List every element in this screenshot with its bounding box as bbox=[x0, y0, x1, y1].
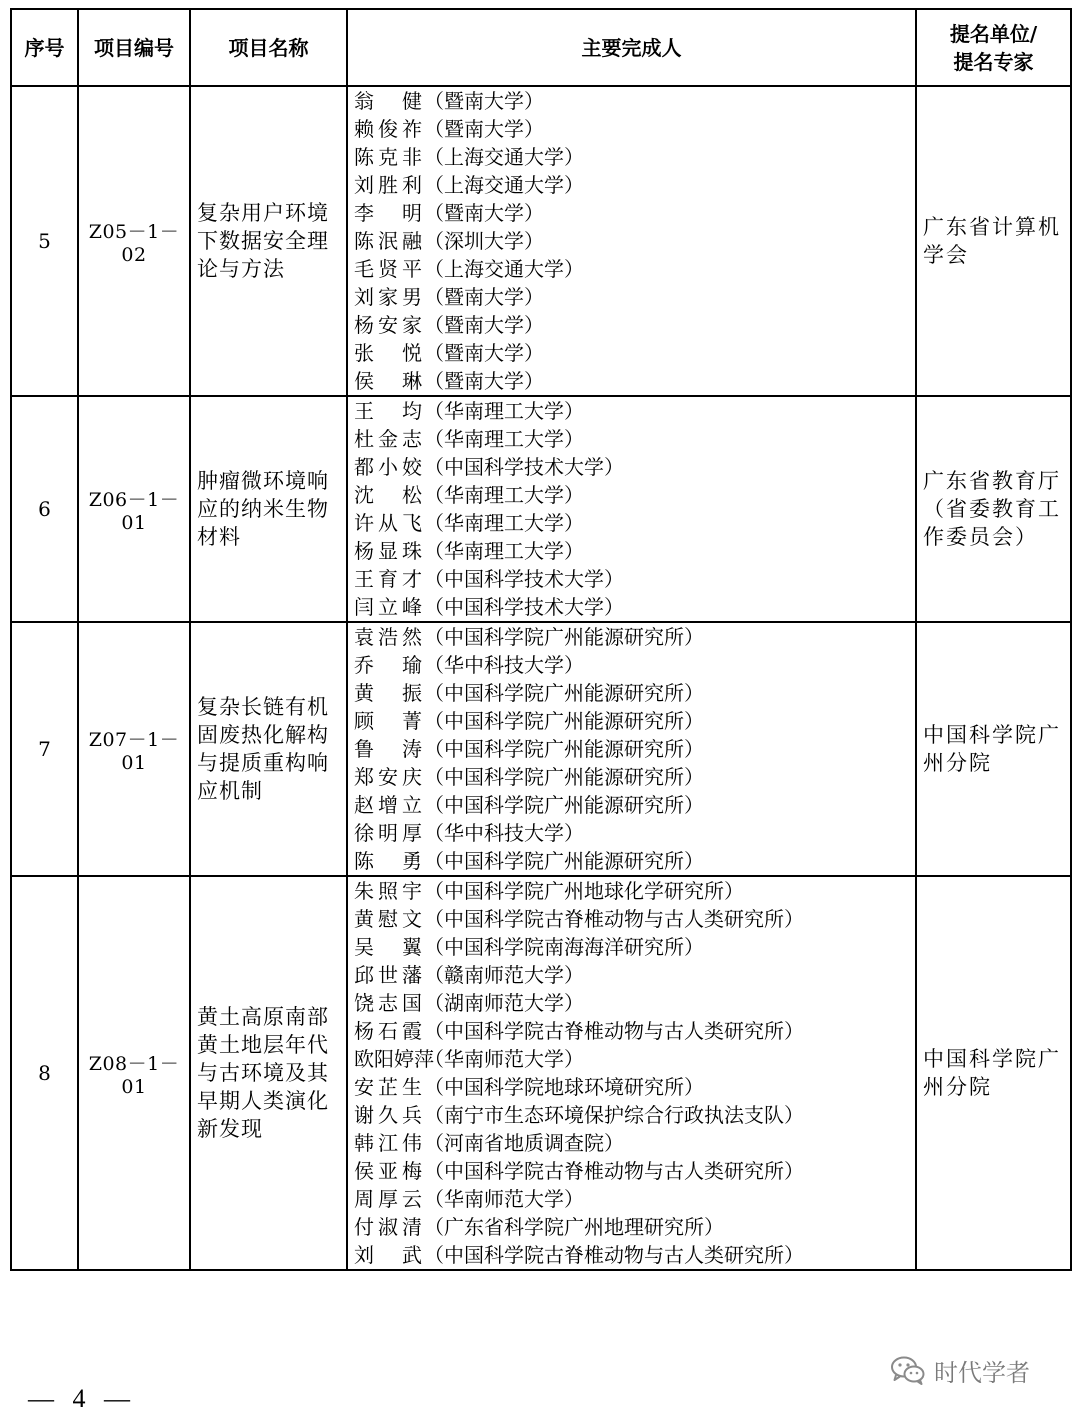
contributor-affiliation: （暨南大学） bbox=[424, 341, 544, 365]
contributor-item bbox=[354, 1045, 909, 1073]
contributor-affiliation: （中国科学院古脊椎动物与古人类研究所） bbox=[424, 1159, 804, 1183]
contributor-item bbox=[354, 367, 909, 395]
contributor-item bbox=[354, 707, 909, 735]
header-nominator: 提名单位/ 提名专家 bbox=[916, 9, 1071, 86]
contributor-item bbox=[354, 397, 909, 425]
project-code: Z06－1－01 bbox=[78, 396, 190, 622]
contributor-name: 邱世藩 bbox=[354, 963, 422, 987]
contributor-affiliation: （暨南大学） bbox=[424, 117, 544, 141]
project-name: 复杂用户环境下数据安全理论与方法 bbox=[190, 86, 347, 396]
header-people: 主要完成人 bbox=[347, 9, 916, 86]
contributor-affiliation: （中国科学院南海海洋研究所） bbox=[424, 935, 704, 959]
contributor-affiliation: （中国科学院广州能源研究所） bbox=[424, 793, 704, 817]
contributor-item bbox=[354, 1213, 909, 1241]
contributor-affiliation: （深圳大学） bbox=[424, 229, 544, 253]
contributor-name: 谢久兵 bbox=[354, 1103, 422, 1127]
row-seq: 8 bbox=[11, 876, 78, 1270]
contributor-name: 安芷生 bbox=[354, 1075, 422, 1099]
contributor-name: 都小姣 bbox=[354, 455, 422, 479]
watermark-brand bbox=[890, 1350, 1030, 1390]
contributor-affiliation: （湖南师范大学） bbox=[424, 991, 584, 1015]
project-name: 黄土高原南部黄土地层年代与古环境及其早期人类演化新发现 bbox=[190, 876, 347, 1270]
contributor-item bbox=[354, 1241, 909, 1269]
contributor-affiliation: （中国科学院广州能源研究所） bbox=[424, 849, 704, 873]
contributor-item bbox=[354, 819, 909, 847]
brand-name: 时代学者 bbox=[934, 1358, 1030, 1387]
contributor-item bbox=[354, 143, 909, 171]
contributor-affiliation: （中国科学院古脊椎动物与古人类研究所） bbox=[424, 907, 804, 931]
contributor-item bbox=[354, 763, 909, 791]
contributor-affiliation: （华南师范大学） bbox=[424, 1187, 584, 1211]
contributor-list bbox=[354, 397, 909, 621]
contributor-item bbox=[354, 199, 909, 227]
contributor-item bbox=[354, 623, 909, 651]
table-row bbox=[11, 622, 1071, 876]
contributor-name: 吴 翼 bbox=[354, 935, 422, 959]
contributor-name: 张 悦 bbox=[354, 341, 422, 365]
contributor-item bbox=[354, 87, 909, 115]
contributor-name: 黄慰文 bbox=[354, 907, 422, 931]
contributor-affiliation: （上海交通大学） bbox=[424, 145, 584, 169]
contributor-name: 陈 勇 bbox=[354, 849, 422, 873]
contributor-item bbox=[354, 791, 909, 819]
contributor-item bbox=[354, 115, 909, 143]
contributor-affiliation: （华南理工大学） bbox=[424, 539, 584, 563]
contributor-affiliation: （河南省地质调查院） bbox=[424, 1131, 624, 1155]
contributor-item bbox=[354, 227, 909, 255]
contributor-name: 乔 瑜 bbox=[354, 653, 422, 677]
project-code: Z05－1－02 bbox=[78, 86, 190, 396]
nominating-unit: 中国科学院广州分院 bbox=[916, 622, 1071, 876]
contributor-item bbox=[354, 1129, 909, 1157]
contributor-name: 欧阳婷萍 bbox=[354, 1047, 434, 1071]
contributor-item bbox=[354, 171, 909, 199]
contributor-item bbox=[354, 425, 909, 453]
contributor-name: 毛贤平 bbox=[354, 257, 422, 281]
contributor-affiliation: （中国科学院广州地球化学研究所） bbox=[424, 879, 744, 903]
contributor-affiliation: （华中科技大学） bbox=[424, 821, 584, 845]
contributor-item bbox=[354, 847, 909, 875]
nominating-unit: 中国科学院广州分院 bbox=[916, 876, 1071, 1270]
contributor-name: 韩江伟 bbox=[354, 1131, 422, 1155]
contributor-affiliation: （中国科学技术大学） bbox=[424, 567, 624, 591]
contributor-affiliation: （赣南师范大学） bbox=[424, 963, 584, 987]
contributor-name: 侯 琳 bbox=[354, 369, 422, 393]
contributor-name: 郑安庆 bbox=[354, 765, 422, 789]
contributor-name: 杨安家 bbox=[354, 313, 422, 337]
contributor-item bbox=[354, 905, 909, 933]
wechat-icon bbox=[890, 1355, 926, 1385]
table-row bbox=[11, 876, 1071, 1270]
project-name: 肿瘤微环境响应的纳米生物材料 bbox=[190, 396, 347, 622]
contributor-affiliation: （上海交通大学） bbox=[424, 173, 584, 197]
contributor-name: 付淑清 bbox=[354, 1215, 422, 1239]
contributor-item bbox=[354, 311, 909, 339]
header-name: 项目名称 bbox=[190, 9, 347, 86]
table-row bbox=[11, 86, 1071, 396]
contributor-affiliation: （暨南大学） bbox=[424, 313, 544, 337]
contributor-name: 翁 健 bbox=[354, 89, 422, 113]
contributor-item bbox=[354, 961, 909, 989]
contributor-item bbox=[354, 933, 909, 961]
main-contributors bbox=[347, 622, 916, 876]
contributor-affiliation: （华南师范大学） bbox=[424, 1047, 584, 1071]
row-seq: 6 bbox=[11, 396, 78, 622]
table-row bbox=[11, 396, 1071, 622]
contributor-name: 顾 菁 bbox=[354, 709, 422, 733]
contributor-name: 周厚云 bbox=[354, 1187, 422, 1211]
contributor-name: 侯亚梅 bbox=[354, 1159, 422, 1183]
contributor-item bbox=[354, 679, 909, 707]
contributor-name: 杨显珠 bbox=[354, 539, 422, 563]
contributor-affiliation: （上海交通大学） bbox=[424, 257, 584, 281]
contributor-item bbox=[354, 1073, 909, 1101]
contributor-affiliation: （中国科学院广州能源研究所） bbox=[424, 681, 704, 705]
contributor-name: 袁浩然 bbox=[354, 625, 422, 649]
contributor-name: 黄 振 bbox=[354, 681, 422, 705]
contributor-name: 徐明厚 bbox=[354, 821, 422, 845]
contributor-name: 朱照宇 bbox=[354, 879, 422, 903]
contributor-affiliation: （中国科学院广州能源研究所） bbox=[424, 765, 704, 789]
nominating-unit: 广东省计算机学会 bbox=[916, 86, 1071, 396]
contributor-affiliation: （中国科学技术大学） bbox=[424, 455, 624, 479]
contributor-affiliation: （中国科学院古脊椎动物与古人类研究所） bbox=[424, 1019, 804, 1043]
contributor-item bbox=[354, 1101, 909, 1129]
contributor-name: 沈 松 bbox=[354, 483, 422, 507]
contributor-item bbox=[354, 1017, 909, 1045]
contributor-list bbox=[354, 877, 909, 1269]
contributor-item bbox=[354, 735, 909, 763]
header-seq: 序号 bbox=[11, 9, 78, 86]
header-code: 项目编号 bbox=[78, 9, 190, 86]
contributor-name: 杜金志 bbox=[354, 427, 422, 451]
contributor-item bbox=[354, 339, 909, 367]
contributor-item bbox=[354, 509, 909, 537]
contributor-item bbox=[354, 1157, 909, 1185]
contributor-affiliation: （中国科学院古脊椎动物与古人类研究所） bbox=[424, 1243, 804, 1267]
row-seq: 5 bbox=[11, 86, 78, 396]
nominating-unit: 广东省教育厅（省委教育工作委员会） bbox=[916, 396, 1071, 622]
table-body bbox=[11, 86, 1071, 1270]
contributor-name: 刘家男 bbox=[354, 285, 422, 309]
contributor-affiliation: （中国科学技术大学） bbox=[424, 595, 624, 619]
contributor-item bbox=[354, 565, 909, 593]
contributor-affiliation: （华南理工大学） bbox=[424, 511, 584, 535]
contributor-name: 陈克非 bbox=[354, 145, 422, 169]
contributor-item bbox=[354, 453, 909, 481]
awards-table bbox=[10, 8, 1072, 1271]
contributor-item bbox=[354, 651, 909, 679]
contributor-item bbox=[354, 283, 909, 311]
contributor-list bbox=[354, 623, 909, 875]
contributor-affiliation: （暨南大学） bbox=[424, 285, 544, 309]
contributor-affiliation: （暨南大学） bbox=[424, 369, 544, 393]
contributor-list bbox=[354, 87, 909, 395]
page-number: — 4 — bbox=[28, 1384, 136, 1413]
contributor-affiliation: （华中科技大学） bbox=[424, 653, 584, 677]
contributor-affiliation: （华南理工大学） bbox=[424, 399, 584, 423]
project-name: 复杂长链有机固废热化解构与提质重构响应机制 bbox=[190, 622, 347, 876]
contributor-affiliation: （中国科学院广州能源研究所） bbox=[424, 625, 704, 649]
row-seq: 7 bbox=[11, 622, 78, 876]
contributor-affiliation: （中国科学院广州能源研究所） bbox=[424, 737, 704, 761]
contributor-name: 杨石霞 bbox=[354, 1019, 422, 1043]
contributor-name: 饶志国 bbox=[354, 991, 422, 1015]
main-contributors bbox=[347, 876, 916, 1270]
contributor-name: 刘胜利 bbox=[354, 173, 422, 197]
table-header bbox=[11, 9, 1071, 86]
contributor-item bbox=[354, 481, 909, 509]
contributor-affiliation: （中国科学院广州能源研究所） bbox=[424, 709, 704, 733]
contributor-name: 李 明 bbox=[354, 201, 422, 225]
main-contributors bbox=[347, 396, 916, 622]
contributor-affiliation: （南宁市生态环境保护综合行政执法支队） bbox=[424, 1103, 804, 1127]
contributor-affiliation: （华南理工大学） bbox=[424, 483, 584, 507]
contributor-name: 王育才 bbox=[354, 567, 422, 591]
contributor-item bbox=[354, 537, 909, 565]
contributor-name: 陈泯融 bbox=[354, 229, 422, 253]
project-code: Z08－1－01 bbox=[78, 876, 190, 1270]
contributor-name: 赵增立 bbox=[354, 793, 422, 817]
contributor-name: 闫立峰 bbox=[354, 595, 422, 619]
contributor-item bbox=[354, 255, 909, 283]
contributor-name: 赖俊祚 bbox=[354, 117, 422, 141]
contributor-affiliation: （暨南大学） bbox=[424, 89, 544, 113]
contributor-item bbox=[354, 877, 909, 905]
main-contributors bbox=[347, 86, 916, 396]
project-code: Z07－1－01 bbox=[78, 622, 190, 876]
contributor-affiliation: （广东省科学院广州地理研究所） bbox=[424, 1215, 724, 1239]
contributor-item bbox=[354, 593, 909, 621]
contributor-item bbox=[354, 1185, 909, 1213]
contributor-affiliation: （华南理工大学） bbox=[424, 427, 584, 451]
contributor-name: 刘 武 bbox=[354, 1243, 422, 1267]
contributor-item bbox=[354, 989, 909, 1017]
contributor-name: 王 均 bbox=[354, 399, 422, 423]
contributor-affiliation: （暨南大学） bbox=[424, 201, 544, 225]
contributor-affiliation: （中国科学院地球环境研究所） bbox=[424, 1075, 704, 1099]
contributor-name: 许从飞 bbox=[354, 511, 422, 535]
contributor-name: 鲁 涛 bbox=[354, 737, 422, 761]
